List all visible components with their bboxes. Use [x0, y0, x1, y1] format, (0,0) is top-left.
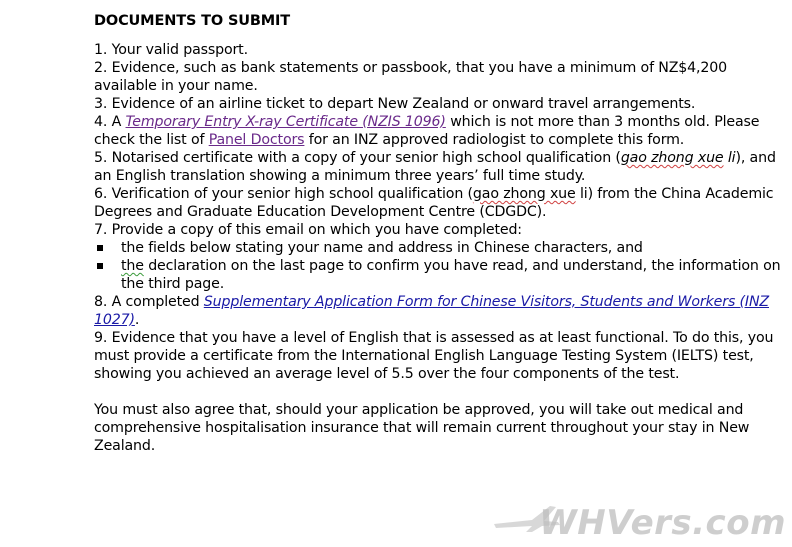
list-item: the declaration on the last page to confirm you have read, and understand, the information on the third page.: [94, 257, 784, 293]
xray-certificate-link[interactable]: Temporary Entry X-ray Certificate (NZIS 1096): [125, 114, 446, 130]
list-item-verification: 6. Verification of your senior high school qualification (gao zhong xue li) from the China Academic Degrees and Graduate Education Development Centre (CDGDC).: [94, 186, 774, 220]
pinyin-term: gao zhong xue: [472, 186, 576, 202]
bullet-square-icon: [97, 245, 103, 251]
bullet-square-icon: [97, 263, 103, 269]
list-item-email: 7. Provide a copy of this email on which you have completed:: [94, 222, 522, 238]
panel-doctors-link[interactable]: Panel Doctors: [208, 132, 305, 148]
list-item: the fields below stating your name and address in Chinese characters, and: [94, 239, 784, 257]
list-item-certificate: 5. Notarised certificate with a copy of your senior high school qualification (gao zhong xue li), and an English translation showing a minimum three years’ full time study.: [94, 150, 776, 184]
list-item-xray: 4. A Temporary Entry X-ray Certificate (NZIS 1096) which is not more than 3 months old. Please check the list of Panel Doctors for an INZ approved radiologist to complete this form.: [94, 114, 760, 148]
section-title: DOCUMENTS TO SUBMIT: [94, 13, 291, 29]
list-item-english: 9. Evidence that you have a level of English that is assessed as at least functional. To do this, you must provide a certificate from the International English Language Testing System (IELTS) test, showing you achieved an average level of 5.5 over the four components of the test.: [94, 330, 774, 382]
supplementary-form-link[interactable]: Supplementary Application Form for Chinese Visitors, Students and Workers (INZ 1027): [94, 294, 769, 328]
closing-paragraph: You must also agree that, should your application be approved, you will take out medical and comprehensive hospitalisation insurance that will remain current throughout your stay in New Zealand.: [94, 402, 750, 454]
list-item-passport: 1. Your valid passport.: [94, 42, 248, 58]
pinyin-term: gao zhong xue: [620, 150, 724, 166]
email-bullet-list: [94, 239, 784, 293]
site-watermark: WHVers.com: [539, 503, 786, 543]
list-item-application-form: 8. A completed Supplementary Application Form for Chinese Visitors, Students and Workers (INZ 1027).: [94, 294, 769, 328]
document-body: [94, 11, 784, 455]
list-item-funds: 2. Evidence, such as bank statements or passbook, that you have a minimum of NZ$4,200 available in your name.: [94, 60, 728, 94]
list-item-ticket: 3. Evidence of an airline ticket to depart New Zealand or onward travel arrangements.: [94, 96, 696, 112]
